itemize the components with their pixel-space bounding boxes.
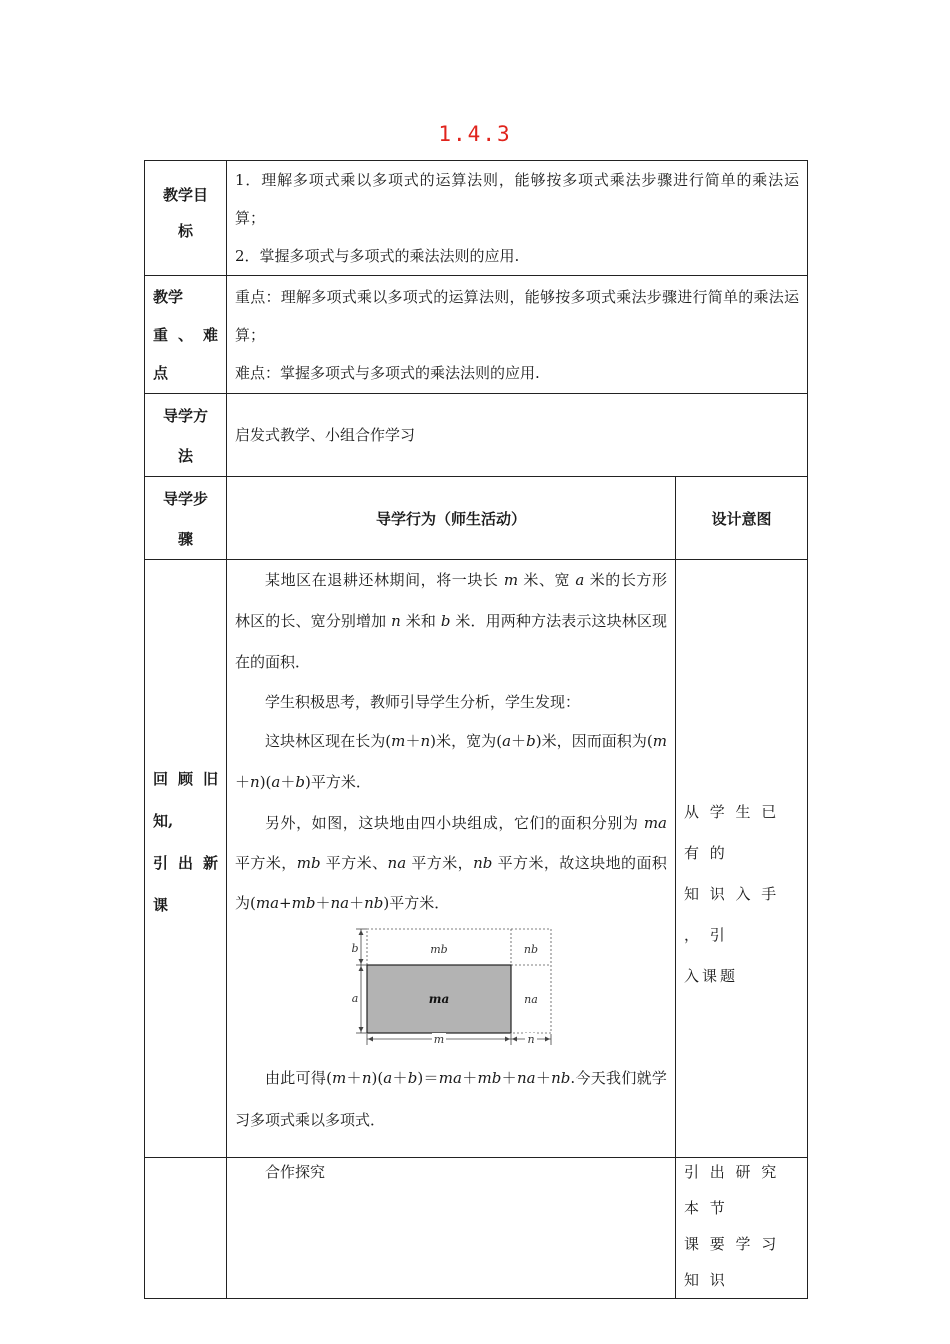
intent-column-header: 设计意图 <box>676 477 808 560</box>
method-label: 导学方法 <box>162 407 208 465</box>
explore-label-cell <box>145 1158 227 1299</box>
review-intent-c: 入课题 <box>684 967 739 985</box>
review-label-a: 回 顾 旧 <box>153 770 218 788</box>
dim-label-m: m <box>433 1033 445 1046</box>
method-label-cell <box>145 394 227 477</box>
objectives-label: 教学目标 <box>163 186 209 240</box>
row-method <box>145 394 808 477</box>
review-paragraph-3: 这块林区现在长为(m＋n)米，宽为(a＋b)米，因而面积为(m＋n)(a＋b)平方米． <box>235 732 667 791</box>
method-value: 启发式教学、小组合作学习 <box>235 426 416 444</box>
review-activity-cell <box>227 560 676 1158</box>
focus-difficult: 难点：掌握多项式与多项式的乘法法则的应用. <box>235 364 540 382</box>
review-paragraph-4: 另外，如图，这块地由四小块组成，它们的面积分别为 ma 平方米，mb 平方米、na 平方米，nb 平方米，故这块地的面积为(ma+mb＋na＋nb)平方米． <box>235 814 667 912</box>
review-label-d: 课 <box>153 896 169 914</box>
row-objectives <box>145 161 808 276</box>
activity-column-header: 导学行为（师生活动） <box>227 477 676 560</box>
focus-label-a: 教学 <box>153 288 184 306</box>
review-paragraph-5: 由此可得(m＋n)(a＋b)＝ma＋mb＋na＋nb.今天我们就学习多项式乘以多项式． <box>235 1069 667 1129</box>
label-nb: nb <box>523 943 539 956</box>
review-paragraph-2: 学生积极思考，教师引导学生分析，学生发现： <box>265 693 581 711</box>
steps-label: 导学步骤 <box>162 490 208 548</box>
objectives-line-1: 1．理解多项式乘以多项式的运算法则，能够按多项式乘法步骤进行简单的乘法运算； <box>235 171 799 227</box>
label-ma: ma <box>428 992 450 1006</box>
row-steps-header <box>145 477 808 560</box>
row-review <box>145 560 808 1158</box>
row-explore <box>145 1158 808 1299</box>
label-mb: mb <box>430 943 448 956</box>
focus-label-cell <box>145 276 227 394</box>
review-label-c: 引 出 新 <box>153 854 218 872</box>
review-paragraph-1: 某地区在退耕还林期间，将一块长 m 米、宽 a 米的长方形林区的长、宽分别增加 n 米和 b 米．用两种方法表示这块林区现在的面积． <box>235 571 667 671</box>
method-content-cell <box>227 394 808 477</box>
page-title: 1.4.3 <box>438 122 512 146</box>
review-label-b: 知, <box>153 812 174 830</box>
area-figure <box>339 927 579 1055</box>
row-focus <box>145 276 808 394</box>
explore-activity: 合作探究 <box>265 1163 326 1181</box>
review-intent-b: 知 识 入 手 ， 引 <box>684 885 780 944</box>
objectives-content-cell <box>227 161 808 276</box>
focus-key: 重点：理解多项式乘以多项式的运算法则，能够按多项式乘法步骤进行简单的乘法运算； <box>235 288 799 344</box>
review-intent-a: 从 学 生 已 有 的 <box>684 803 780 862</box>
dim-label-a: a <box>351 992 359 1005</box>
explore-intent-a: 引 出 研 究 本 节 <box>684 1163 780 1217</box>
lesson-plan-table <box>144 160 808 1299</box>
focus-content-cell <box>227 276 808 394</box>
explore-intent-cell <box>676 1158 808 1299</box>
objectives-label-cell <box>145 161 227 276</box>
objectives-line-2: 2．掌握多项式与多项式的乘法法则的应用. <box>235 247 520 265</box>
review-intent-cell <box>676 560 808 1158</box>
focus-label-b: 重 、 难 <box>153 326 218 344</box>
label-na: na <box>524 993 538 1006</box>
area-figure-wrap <box>227 923 675 1057</box>
explore-activity-cell <box>227 1158 676 1299</box>
dim-label-n: n <box>527 1033 535 1046</box>
explore-intent-b: 课 要 学 习 知 识 <box>684 1235 780 1289</box>
dim-label-b: b <box>351 942 359 955</box>
review-label-cell <box>145 560 227 1158</box>
focus-label-c: 点 <box>153 364 169 382</box>
steps-label-cell <box>145 477 227 560</box>
